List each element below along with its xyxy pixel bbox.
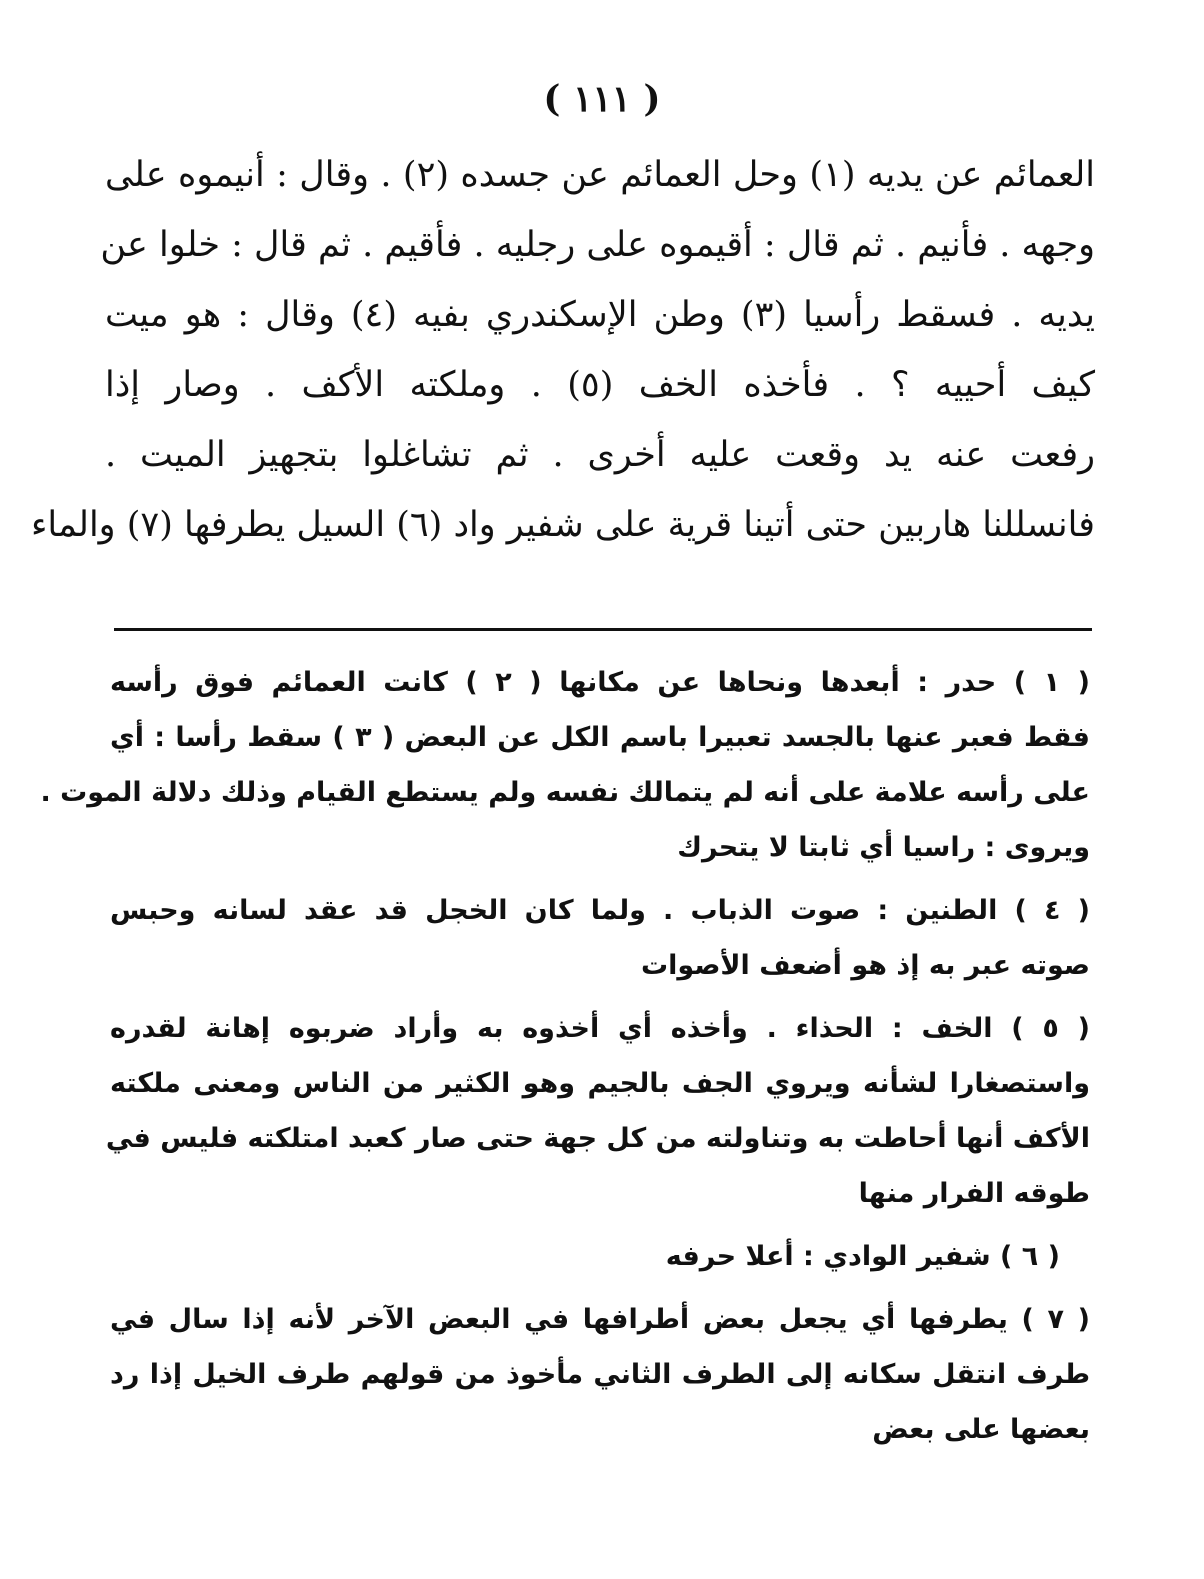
footnote-spacer bbox=[110, 875, 1090, 883]
footnote-line: بعضها على بعض bbox=[872, 1414, 1090, 1445]
footnote-spacer bbox=[110, 1284, 1090, 1292]
main-text-line: يديه . فسقط رأسيا (٣) وطن الإسكندري بفيه (٤) وقال : هو ميت bbox=[105, 295, 1096, 335]
footnote-line: ويروى : راسيا أي ثابتا لا يتحرك bbox=[677, 832, 1090, 863]
footnote-line: ( ٦ ) شفير الوادي : أعلا حرفه bbox=[665, 1241, 1060, 1272]
footnote-line: ( ٤ ) الطنين : صوت الذباب . ولما كان الخجل قد عقد لسانه وحبس bbox=[110, 895, 1090, 926]
footnote-line: فقط فعبر عنها بالجسد تعبيرا باسم الكل عن البعض ( ٣ ) سقط رأسا : أي bbox=[110, 722, 1090, 753]
footnote-line: ( ٧ ) يطرفها أي يجعل بعض أطرافها في البعض الآخر لأنه إذا سال في bbox=[110, 1304, 1090, 1335]
footnote-1 bbox=[40, 655, 1090, 875]
footnote-spacer bbox=[110, 1221, 1090, 1229]
footnote-line: على رأسه علامة على أنه لم يتمالك نفسه ولم يستطع القيام وذلك دلالة الموت . bbox=[40, 777, 1090, 808]
footnote-line: واستصغارا لشأنه ويروي الجف بالجيم وهو الكثير من الناس ومعنى ملكته bbox=[110, 1068, 1090, 1099]
footnote-7 bbox=[110, 1292, 1090, 1457]
main-text-line: رفعت عنه يد وقعت عليه أخرى . ثم تشاغلوا بتجهيز الميت . bbox=[105, 435, 1095, 475]
main-text-block bbox=[30, 140, 1096, 560]
footnote-line: ( ٥ ) الخف : الحذاء . وأخذه أي أخذوه به وأراد ضربوه إهانة لقدره bbox=[110, 1013, 1090, 1044]
footnote-5 bbox=[105, 1001, 1090, 1221]
footnote-line: الأكف أنها أحاطت به وتناولته من كل جهة حتى صار كعبد امتلكته فليس في bbox=[105, 1123, 1090, 1154]
main-text-line: فانسللنا هاربين حتى أتينا قرية على شفير واد (٦) السيل يطرفها (٧) والماء bbox=[30, 505, 1095, 545]
footnotes-block bbox=[40, 655, 1090, 1457]
footnote-line: طوقه الفرار منها bbox=[858, 1178, 1090, 1209]
main-text-line: العمائم عن يديه (١) وحل العمائم عن جسده (٢) . وقال : أنيموه على bbox=[105, 155, 1095, 195]
footnote-line: ( ١ ) حدر : أبعدها ونحاها عن مكانها ( ٢ ) كانت العمائم فوق رأسه bbox=[110, 667, 1090, 698]
footnote-4 bbox=[110, 883, 1090, 993]
footnote-spacer bbox=[110, 993, 1090, 1001]
main-text-line: وجهه . فأنيم . ثم قال : أقيموه على رجليه . فأقيم . ثم قال : خلوا عن bbox=[100, 225, 1095, 265]
main-text-line: كيف أحييه ؟ . فأخذه الخف (٥) . وملكته الأكف . وصار إذا bbox=[105, 365, 1095, 405]
footnote-line: صوته عبر به إذ هو أضعف الأصوات bbox=[641, 950, 1090, 981]
footnote-line: طرف انتقل سكانه إلى الطرف الثاني مأخوذ من قولهم طرف الخيل إذا رد bbox=[110, 1359, 1090, 1390]
page-number: ( ١١١ ) bbox=[543, 78, 661, 120]
footnote-divider bbox=[114, 628, 1092, 631]
footnote-6 bbox=[110, 1229, 1090, 1284]
